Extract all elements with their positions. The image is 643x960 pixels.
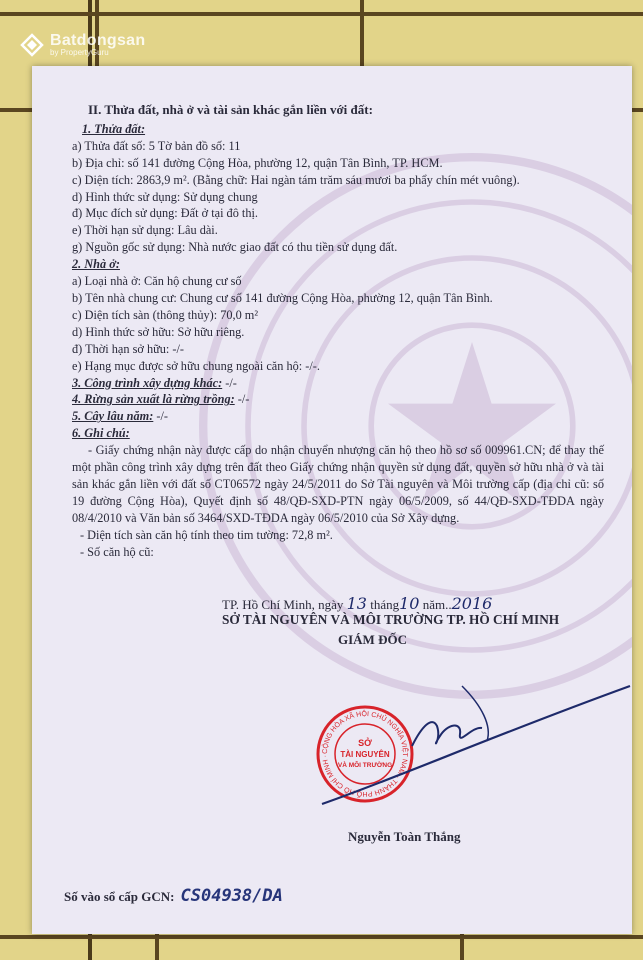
land-certificate-page [32,66,632,934]
land-use-term: e) Thời hạn sử dụng: Lâu dài. [72,223,218,238]
tile-grout-line [460,934,464,960]
watermark-brand: Batdongsan [50,32,146,49]
note-area-by-wall: - Diện tích sàn căn hộ tính theo tim tường: 72,8 m². [80,527,333,542]
land-use-origin: g) Nguồn gốc sử dụng: Nhà nước giao đất có thu tiền sử dụng đất. [72,240,398,255]
house-type: a) Loại nhà ở: Căn hộ chung cư số [72,274,242,289]
date-month-label: tháng [370,597,400,612]
tile-grout-line [360,0,364,66]
house-logo-icon [20,33,44,57]
notes-heading: 6. Ghi chú: [72,426,130,441]
date-month: 10 [399,594,420,613]
tile-grout-line [0,935,643,939]
perennial-value: -/- [153,409,168,424]
land-area: c) Diện tích: 2863,9 m². (Bằng chữ: Hai ngàn tám trăm sáu mươi ba phẩy chín mét vuông). [72,172,520,187]
house-ownership-form: d) Hình thức sở hữu: Sở hữu riêng. [72,324,245,339]
certificate-text [72,102,612,560]
house-ownership-term: đ) Thời hạn sở hữu: -/- [72,341,184,356]
stamp-line-2: TÀI NGUYÊN [340,750,390,759]
date-year-label: năm [422,597,446,612]
land-use-form: d) Hình thức sử dụng: Sử dụng chung [72,189,258,204]
registration-label: Số vào sổ cấp GCN: [64,889,175,904]
house-heading: 2. Nhà ở: [72,257,120,272]
watermark-sub: by PropertyGuru [50,48,109,57]
batdongsan-watermark-logo [20,32,145,57]
registration-value: CS04938/DA [180,886,283,906]
land-use-purpose: đ) Mục đích sử dụng: Đất ở tại đô thị. [72,206,258,221]
handwritten-signature [312,666,632,816]
note-paragraph: - Giấy chứng nhận này được cấp do nhận chuyển nhượng căn hộ theo hồ sơ số 009961.CN; để thay thế một phần công trình xây dựng trên đất theo Giấy chứng nhận quyền sử dụng đất, quyền sở hữu nhà ở và tài sản khác gắn liền với đất số CT06572 ngày 24/5/2011 do Sở Tài nguyên và Môi trường cấp (địa chỉ cũ: số 19 đường Cộng Hòa), Quyết định số 48/QĐ-SXD-PTN ngày 06/5/2009, số 44/QĐ-SXD-TĐDA ngày 08/4/2010 và Văn bản số 3464/SXD-TĐDA ngày 06/5/2010 của Sở Xây dựng. [72,443,604,525]
forest-value: -/- [234,392,250,407]
house-shared-items: e) Hạng mục được sở hữu chung ngoài căn hộ: -/-. [72,358,320,373]
other-construction-heading: 3. Công trình xây dựng khác: [72,375,223,390]
issuing-authority: SỞ TÀI NGUYÊN VÀ MÔI TRƯỜNG TP. HỒ CHÍ MINH [222,612,560,627]
signer-name: Nguyễn Toàn Thắng [348,829,461,844]
signer-title: GIÁM ĐỐC [338,632,407,647]
perennial-heading: 5. Cây lâu năm: [72,409,154,424]
section-title: II. Thửa đất, nhà ở và tài sản khác gắn liền với đất: [88,102,373,117]
note-old-unit-number: - Số căn hộ cũ: [80,544,154,559]
signing-date: TP. Hồ Chí Minh, ngày 13 tháng10 năm..2016 [222,594,493,613]
house-floor-area: c) Diện tích sàn (thông thủy): 70,0 m² [72,307,259,322]
other-construction-value: -/- [222,375,237,390]
tile-grout-line [155,934,159,960]
registration-number [64,886,283,906]
date-year: 2016 [451,594,493,613]
date-day: 13 [346,594,367,613]
stamp-ring-text: CỘNG HÒA XÃ HỘI CHỦ NGHĨA VIỆT NAM · THÀNH PHỐ HỒ CHÍ MINH · [321,710,409,798]
land-lot-number: a) Thửa đất số: 5 Tờ bản đồ số: 11 [72,138,241,153]
stamp-line-1: SỞ [358,738,372,748]
date-prefix: TP. Hồ Chí Minh, ngày [222,597,344,612]
stamp-line-3: VÀ MÔI TRƯỜNG [337,762,393,769]
land-heading: 1. Thửa đất: [82,121,146,136]
forest-heading: 4. Rừng sản xuất là rừng trồng: [72,392,235,407]
house-building-name: b) Tên nhà chung cư: Chung cư số 141 đường Cộng Hòa, phường 12, quận Tân Bình. [72,290,493,305]
land-address: b) Địa chỉ: số 141 đường Cộng Hòa, phường 12, quận Tân Bình, TP. HCM. [72,155,443,170]
